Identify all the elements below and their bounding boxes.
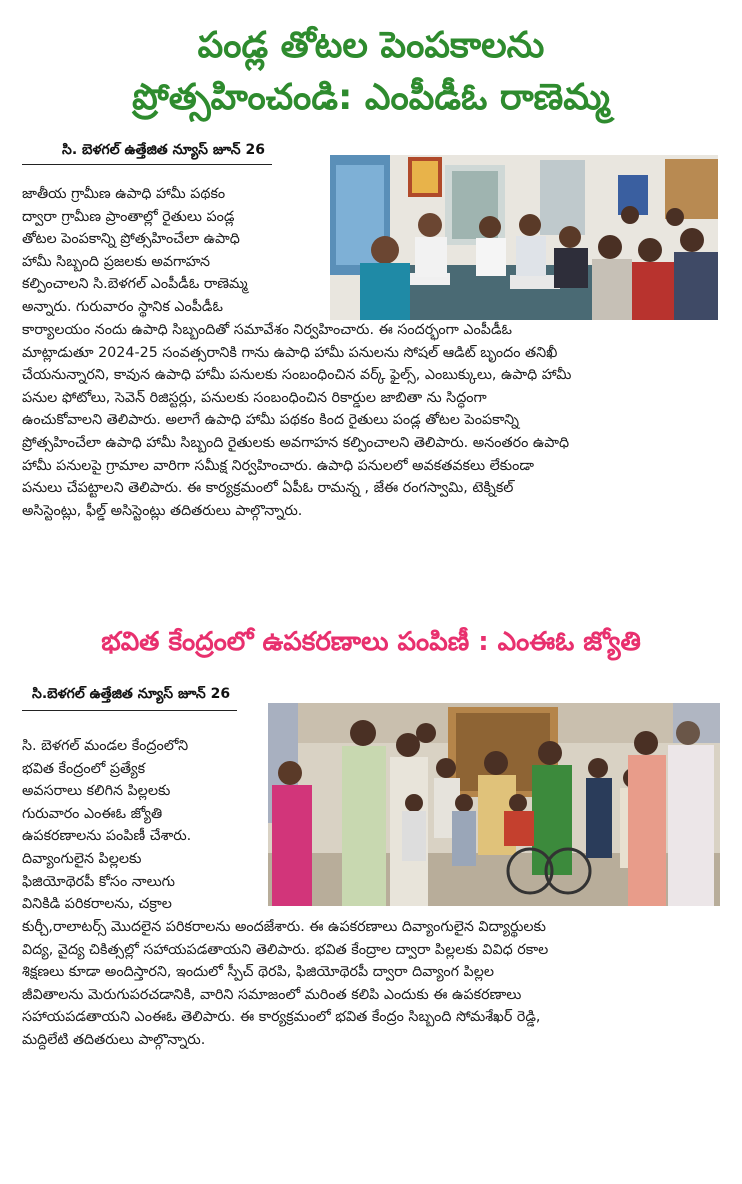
article2-intro-line: గురువారం ఎంఈఓ జ్యోతి <box>22 805 163 822</box>
article1-body-line: పనుల ఫోటోలు, సెవెన్ రిజిస్టర్లు, పనులకు సంబంధించిన రికార్డుల జాబితా ను సిద్ధంగా <box>22 389 487 406</box>
article1-body <box>22 319 720 522</box>
article2-headline: భవిత కేంద్రంలో ఉపకరణాలు పంపిణీ : ఎంఈఓ జ్యోతి <box>101 627 641 657</box>
article1-dateline: సి. బెళగల్ ఉత్తేజిత న్యూస్ జూన్ 26 <box>62 142 265 158</box>
article1-dateline-rule <box>22 164 272 165</box>
article1-headline-line1: పండ్ల తోటల పెంపకాలను <box>197 25 545 66</box>
article1-intro-line: అన్నారు. గురువారం స్థానిక ఎంపీడీఓ <box>22 298 223 315</box>
article2-body-line: మద్దిలేటి తదితరులు పాల్గొన్నారు. <box>22 1031 206 1048</box>
article1-body-line: మాట్లాడుతూ 2024-25 సంవత్సరానికి గాను ఉపాధి హామీ పనులను సోషల్ ఆడిట్ బృందం తనిఖీ <box>22 344 558 361</box>
article2-body-line: విద్య, వైద్య చికిత్సల్లో సహాయపడతాయని తెలిపారు. భవిత కేంద్రాల ద్వారా పిల్లలకు వివిధ రకాల <box>22 941 549 958</box>
article1-meeting-photo <box>330 155 718 320</box>
article2-intro-line: వినికిడి పరికరాలను, చక్రాల <box>22 896 172 913</box>
article2-body-line: జీవితాలను మెరుగుపరచడానికి, వారిని సమాజంలో మరింత కలిపి ఎందుకు ఈ ఉపకరణాలు <box>22 986 522 1003</box>
article1-intro-line: జాతీయ గ్రామీణ ఉపాధి హామీ పథకం <box>22 186 226 202</box>
article2-body-line: కుర్చీ,రాలాటర్స్ మొదలైన పరికరాలను అందజేశారు. ఈ ఉపకరణాలు దివ్యాంగులైన విద్యార్థులకు <box>22 919 546 935</box>
article2-intro-line: ఫిజియోథెరపీ కోసం నాలుగు <box>22 873 175 890</box>
article2-body-line: శిక్షణలు కూడా అందిస్తారని, ఇందులో స్పీచ్ థెరపి, ఫిజియోథెరపీ ద్వారా దివ్యాంగ పిల్లల <box>22 964 494 981</box>
article1-intro-line: తోటల పెంపకాన్ని ప్రోత్సహించేలా ఉపాధి <box>22 231 240 248</box>
article2-dateline: సి.బెళగల్ ఉత్తేజిత న్యూస్ జూన్ 26 <box>32 686 231 702</box>
article1-body-line: ప్రోత్సహించేలా ఉపాధి హామీ సిబ్బంది రైతులకు అవగాహన కల్పించాలని తెలిపారు. అనంతరం ఉపాధి <box>22 434 570 451</box>
article1-headline <box>0 20 742 124</box>
article1-body-line: చేయనున్నారని, కావున ఉపాధి హామీ పనులకు సంబంధించిన వర్క్ ఫైల్స్, ఎంబుక్కులు, ఉపాధి హామీ <box>22 367 572 384</box>
article1-body-line: అసిస్టెంట్లు, ఫీల్డ్ అసిస్టెంట్లు తదితరులు పాల్గొన్నారు. <box>22 502 303 519</box>
article1-intro-line: ద్వారా గ్రామీణ ప్రాంతాల్లో రైతులు పండ్ల <box>22 208 235 225</box>
article1-body-line: పనులు చేపట్టాలని తెలిపారు. ఈ కార్యక్రమంలో ఏపీఓ రామన్న , జేఈ రంగస్వామి, టెక్నికల్ <box>22 480 514 497</box>
article1-body-line: హామీ పనులపై గ్రామాల వారిగా సమీక్ష నిర్వహించారు. ఉపాధి పనులలో అవకతవకలు లేకుండా <box>22 457 534 474</box>
article2-intro-line: సి. బెళగల్ మండల కేంద్రంలోని <box>22 738 189 754</box>
article1-body-intro <box>22 183 322 319</box>
article2-intro-line: భవిత కేంద్రంలో ప్రత్యేక <box>22 760 146 777</box>
article1-body-line: ఉంచుకోవాలని తెలిపారు. అలాగే ఉపాధి హామీ పథకం కింద రైతులు పండ్ల తోటల పెంపకాన్ని <box>22 412 519 429</box>
article2-intro-line: దివ్యాంగులైన పిల్లలకు <box>22 850 142 867</box>
article2-body-intro <box>22 735 262 916</box>
article2-body-line: సహాయపడతాయని ఎంఈఓ తెలిపారు. ఈ కార్యక్రమంలో భవిత కేంద్రం సిబ్బంది సోమశేఖర్ రెడ్డి, <box>22 1009 541 1026</box>
article1-intro-line: హామీ సిబ్బంది ప్రజలకు అవగాహన <box>22 253 211 270</box>
article1-headline-line2: ప్రోత్సహించండి: ఎంపీడీఓ రాణెమ్మ <box>132 77 610 118</box>
article2-intro-line: అవసరాలు కలిగిన పిల్లలకు <box>22 783 171 800</box>
article2-body <box>22 916 720 1052</box>
article2-intro-line: ఉపకరణాలను పంపిణీ చేశారు. <box>22 828 192 845</box>
article2-distribution-photo <box>268 703 720 906</box>
article1-body-line: కార్యాలయం నందు ఉపాధి సిబ్బందితో సమావేశం నిర్వహించారు. ఈ సందర్భంగా ఎంపీడీఓ <box>22 322 512 338</box>
article2-dateline-rule <box>22 710 237 711</box>
article1-intro-line: కల్పించాలని సి.బెళగల్ ఎంపీడీఓ రాణెమ్మ <box>22 276 248 293</box>
